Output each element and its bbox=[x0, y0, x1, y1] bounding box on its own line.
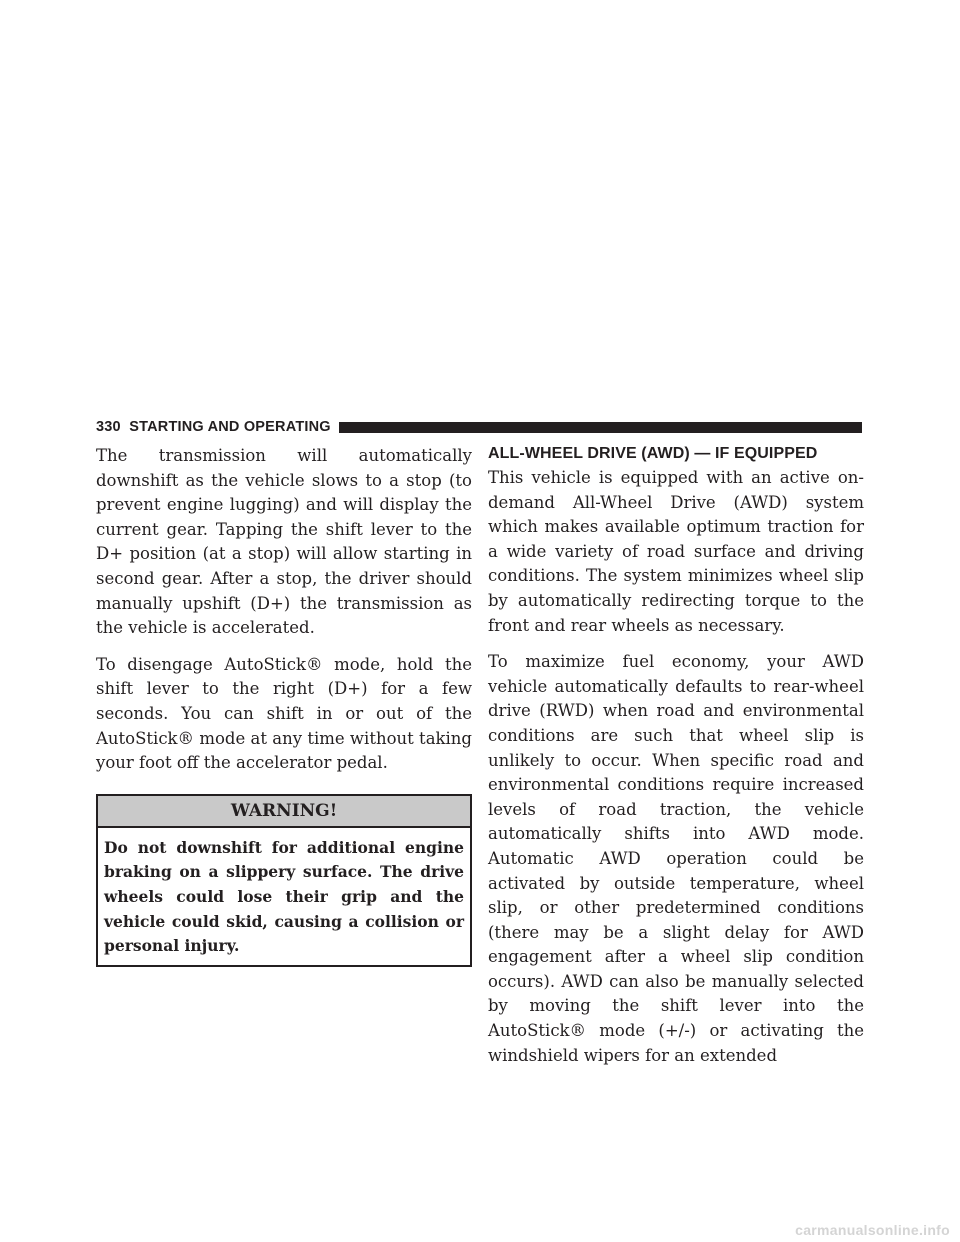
watermark: carmanualsonline.info bbox=[795, 1222, 950, 1238]
right-column bbox=[488, 444, 864, 1080]
page-number: 330 bbox=[96, 419, 121, 435]
paragraph-downshift: The transmission will automatically downshift as the vehicle slows to a stop (to prevent engine lugging) and will display the current gear. Tapping the shift lever to the D+ position (at a stop) will allow starting in second gear. After a stop, the driver should manually upshift (D+) the transmission as the vehicle is accelerated. bbox=[96, 446, 472, 638]
left-column bbox=[96, 444, 472, 967]
page-number-and-section bbox=[96, 419, 331, 435]
paragraph-disengage-autostick: To disengage AutoStick® mode, hold the shift lever to the right (D+) for a few seconds. You can shift in or out of the AutoStick® mode at any time without taking your foot off the accelerator pedal. bbox=[96, 654, 472, 773]
warning-title: WARNING! bbox=[98, 796, 470, 828]
paragraph-fuel-economy: To maximize fuel economy, your AWD vehicle automatically defaults to rear-wheel drive (RWD) when road and environmental conditions are such that wheel slip is unlikely to occur. When specific road and environmental conditions require increased levels of road traction, the vehicle automatically shifts into AWD mode. Automatic AWD operation could be activated by outside temperature, wheel slip, or other predetermined conditions (there may be a slight delay for AWD engagement after a wheel slip condition occurs). AWD can also be manually selected by moving the shift lever into the AutoStick® mode (+/-) or activating the windshield wipers for an extended bbox=[488, 652, 864, 1065]
awd-heading: ALL-WHEEL DRIVE (AWD) — IF EQUIPPED bbox=[488, 445, 818, 462]
paragraph-awd-system: This vehicle is equipped with an active on-demand All-Wheel Drive (AWD) system which makes available optimum traction for a wide variety of road surface and driving conditions. The system minimizes wheel slip by automatically redirecting torque to the front and rear wheels as necessary. bbox=[488, 468, 864, 635]
page-header bbox=[96, 416, 862, 438]
header-rule bbox=[339, 422, 862, 433]
section-title: STARTING AND OPERATING bbox=[129, 419, 331, 435]
warning-box bbox=[96, 794, 472, 967]
warning-text: Do not downshift for additional engine braking on a slippery surface. The drive wheels could lose their grip and the vehicle could skid, causing a collision or personal injury. bbox=[104, 837, 464, 956]
